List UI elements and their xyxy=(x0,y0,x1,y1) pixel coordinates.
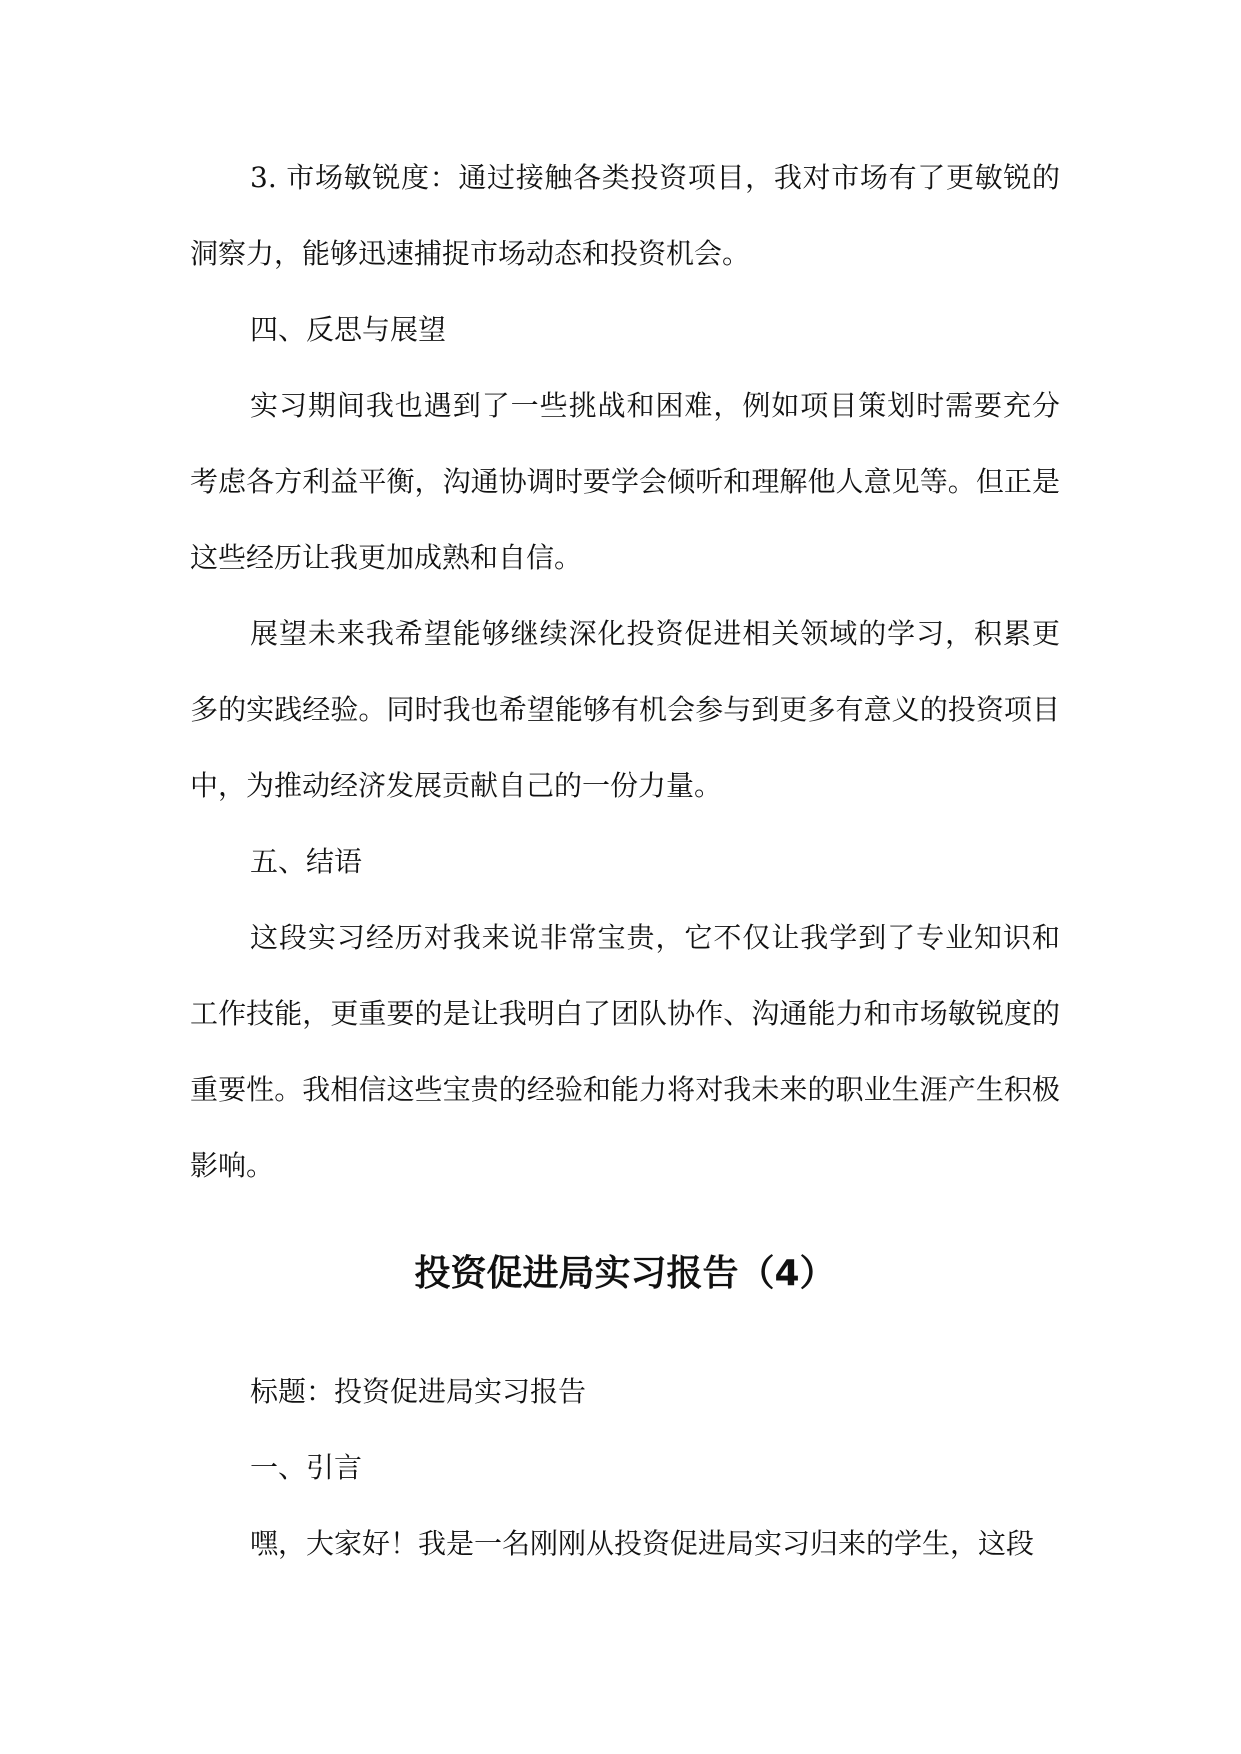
heading-conclusion: 五、结语 xyxy=(250,845,363,878)
paragraph-outlook: 展望未来我希望能够继续深化投资促进相关领域的学习，积累更多的实践经验。同时我也希望能够有机会参与到更多有意义的投资项目中，为推动经济发展贡献自己的一份力量。 xyxy=(190,617,1060,802)
section-title-block xyxy=(190,1204,1060,1354)
heading-reflection: 四、反思与展望 xyxy=(250,313,447,346)
report-subtitle: 标题：投资促进局实习报告 xyxy=(250,1375,587,1408)
section-title: 投资促进局实习报告（4） xyxy=(414,1253,836,1294)
heading-introduction: 一、引言 xyxy=(250,1451,363,1484)
paragraph-conclusion: 这段实习经历对我来说非常宝贵，它不仅让我学到了专业知识和工作技能，更重要的是让我明白了团队协作、沟通能力和市场敏锐度的重要性。我相信这些宝贵的经验和能力将对我未来的职业生涯产生积极影响。 xyxy=(190,921,1060,1182)
paragraph-challenges: 实习期间我也遇到了一些挑战和困难，例如项目策划时需要充分考虑各方利益平衡，沟通协调时要学会倾听和理解他人意见等。但正是这些经历让我更加成熟和自信。 xyxy=(190,389,1060,574)
paragraph-introduction: 嘿，大家好！我是一名刚刚从投资促进局实习归来的学生，这段 xyxy=(250,1527,1035,1560)
paragraph-market-sensitivity: 3. 市场敏锐度：通过接触各类投资项目，我对市场有了更敏锐的洞察力，能够迅速捕捉市场动态和投资机会。 xyxy=(190,161,1060,270)
document-page xyxy=(190,140,1060,1582)
